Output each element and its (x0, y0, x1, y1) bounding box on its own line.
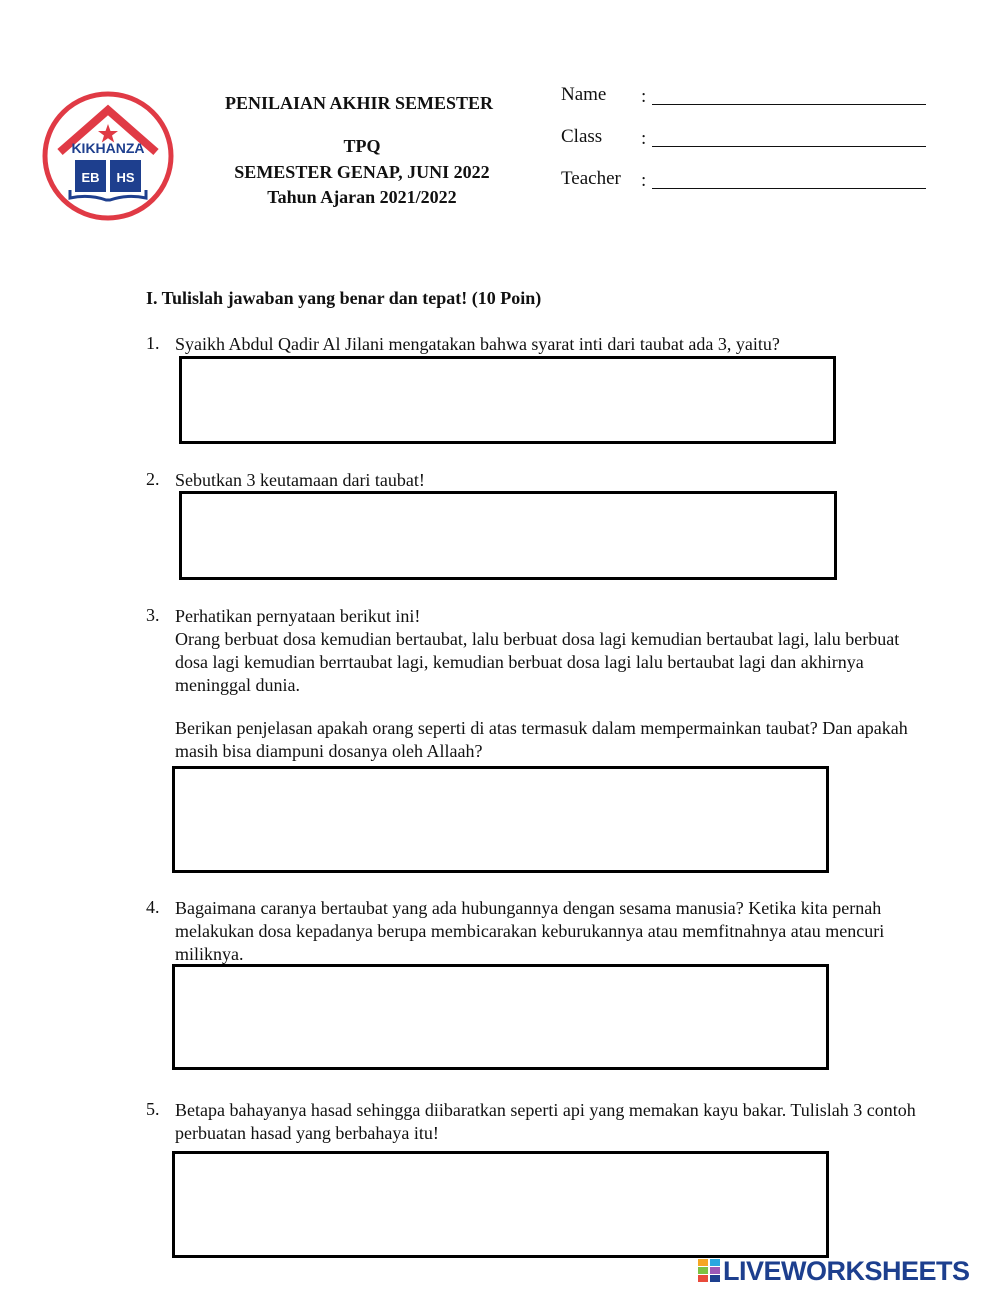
answer-box-3[interactable] (172, 766, 829, 873)
logo-right-text: HS (116, 170, 135, 185)
answer-box-5[interactable] (172, 1151, 829, 1258)
liveworksheets-watermark[interactable] (697, 1256, 995, 1286)
school-logo (40, 90, 176, 222)
exam-subtitle-year: Tahun Ajaran 2021/2022 (267, 187, 457, 207)
question-1-text: Syaikh Abdul Qadir Al Jilani mengatakan bahwa syarat inti dari taubat ada 3, yaitu? (175, 334, 780, 354)
question-3-statement: Orang berbuat dosa kemudian bertaubat, lalu berbuat dosa lagi kemudian bertaubat lagi, lalu berbuat dosa lagi kemudian berrtaubat lagi, kemudian berbuat dosa lagi lalu bertaubat lagi dan akhirnya meninggal dunia. (175, 629, 900, 695)
logo-left-text: EB (81, 170, 100, 185)
section-title: I. Tulislah jawaban yang benar dan tepat! (10 Poin) (146, 288, 542, 308)
question-3-number: 3. (146, 605, 160, 625)
question-3-text: Perhatikan pernyataan berikut ini! (175, 606, 421, 626)
question-3-prompt: Berikan penjelasan apakah orang seperti di atas termasuk dalam mempermainkan taubat? Dan apakah masih bisa diampuni dosanya oleh Allaah? (175, 718, 908, 761)
answer-box-4[interactable] (172, 964, 829, 1070)
question-1-number: 1. (146, 333, 160, 353)
exam-subtitle-semester: SEMESTER GENAP, JUNI 2022 (234, 162, 490, 182)
question-2-text: Sebutkan 3 keutamaan dari taubat! (175, 470, 425, 490)
answer-box-2[interactable] (179, 491, 837, 580)
class-input-line[interactable] (652, 145, 926, 147)
question-5-number: 5. (146, 1099, 160, 1119)
exam-title: PENILAIAN AKHIR SEMESTER (224, 93, 494, 113)
logo-text: KIKHANZA (71, 140, 145, 156)
question-5-text: Betapa bahayanya hasad sehingga diibaratkan seperti api yang memakan kayu bakar. Tulislah 3 contoh perbuatan hasad yang berbahaya itu! (175, 1100, 916, 1143)
question-2-number: 2. (146, 469, 160, 489)
name-label: Name (561, 84, 607, 105)
question-4-text: Bagaimana caranya bertaubat yang ada hubungannya dengan sesama manusia? Ketika kita pernah melakukan dosa kepadanya berupa membicarakan keburukannya atau memfitnahnya atau mencuri miliknya. (175, 898, 885, 964)
question-4-number: 4. (146, 897, 160, 917)
name-colon: : (641, 86, 647, 107)
teacher-colon: : (641, 170, 647, 191)
watermark-text: LIVEWORKSHEETS (723, 1255, 970, 1286)
class-label: Class (561, 126, 603, 147)
answer-box-1[interactable] (179, 356, 836, 444)
liveworksheets-logo-icon (697, 1258, 721, 1284)
teacher-input-line[interactable] (652, 187, 926, 189)
teacher-label: Teacher (561, 168, 621, 189)
class-colon: : (641, 128, 647, 149)
exam-subtitle-tpq: TPQ (343, 136, 381, 156)
name-input-line[interactable] (652, 103, 926, 105)
